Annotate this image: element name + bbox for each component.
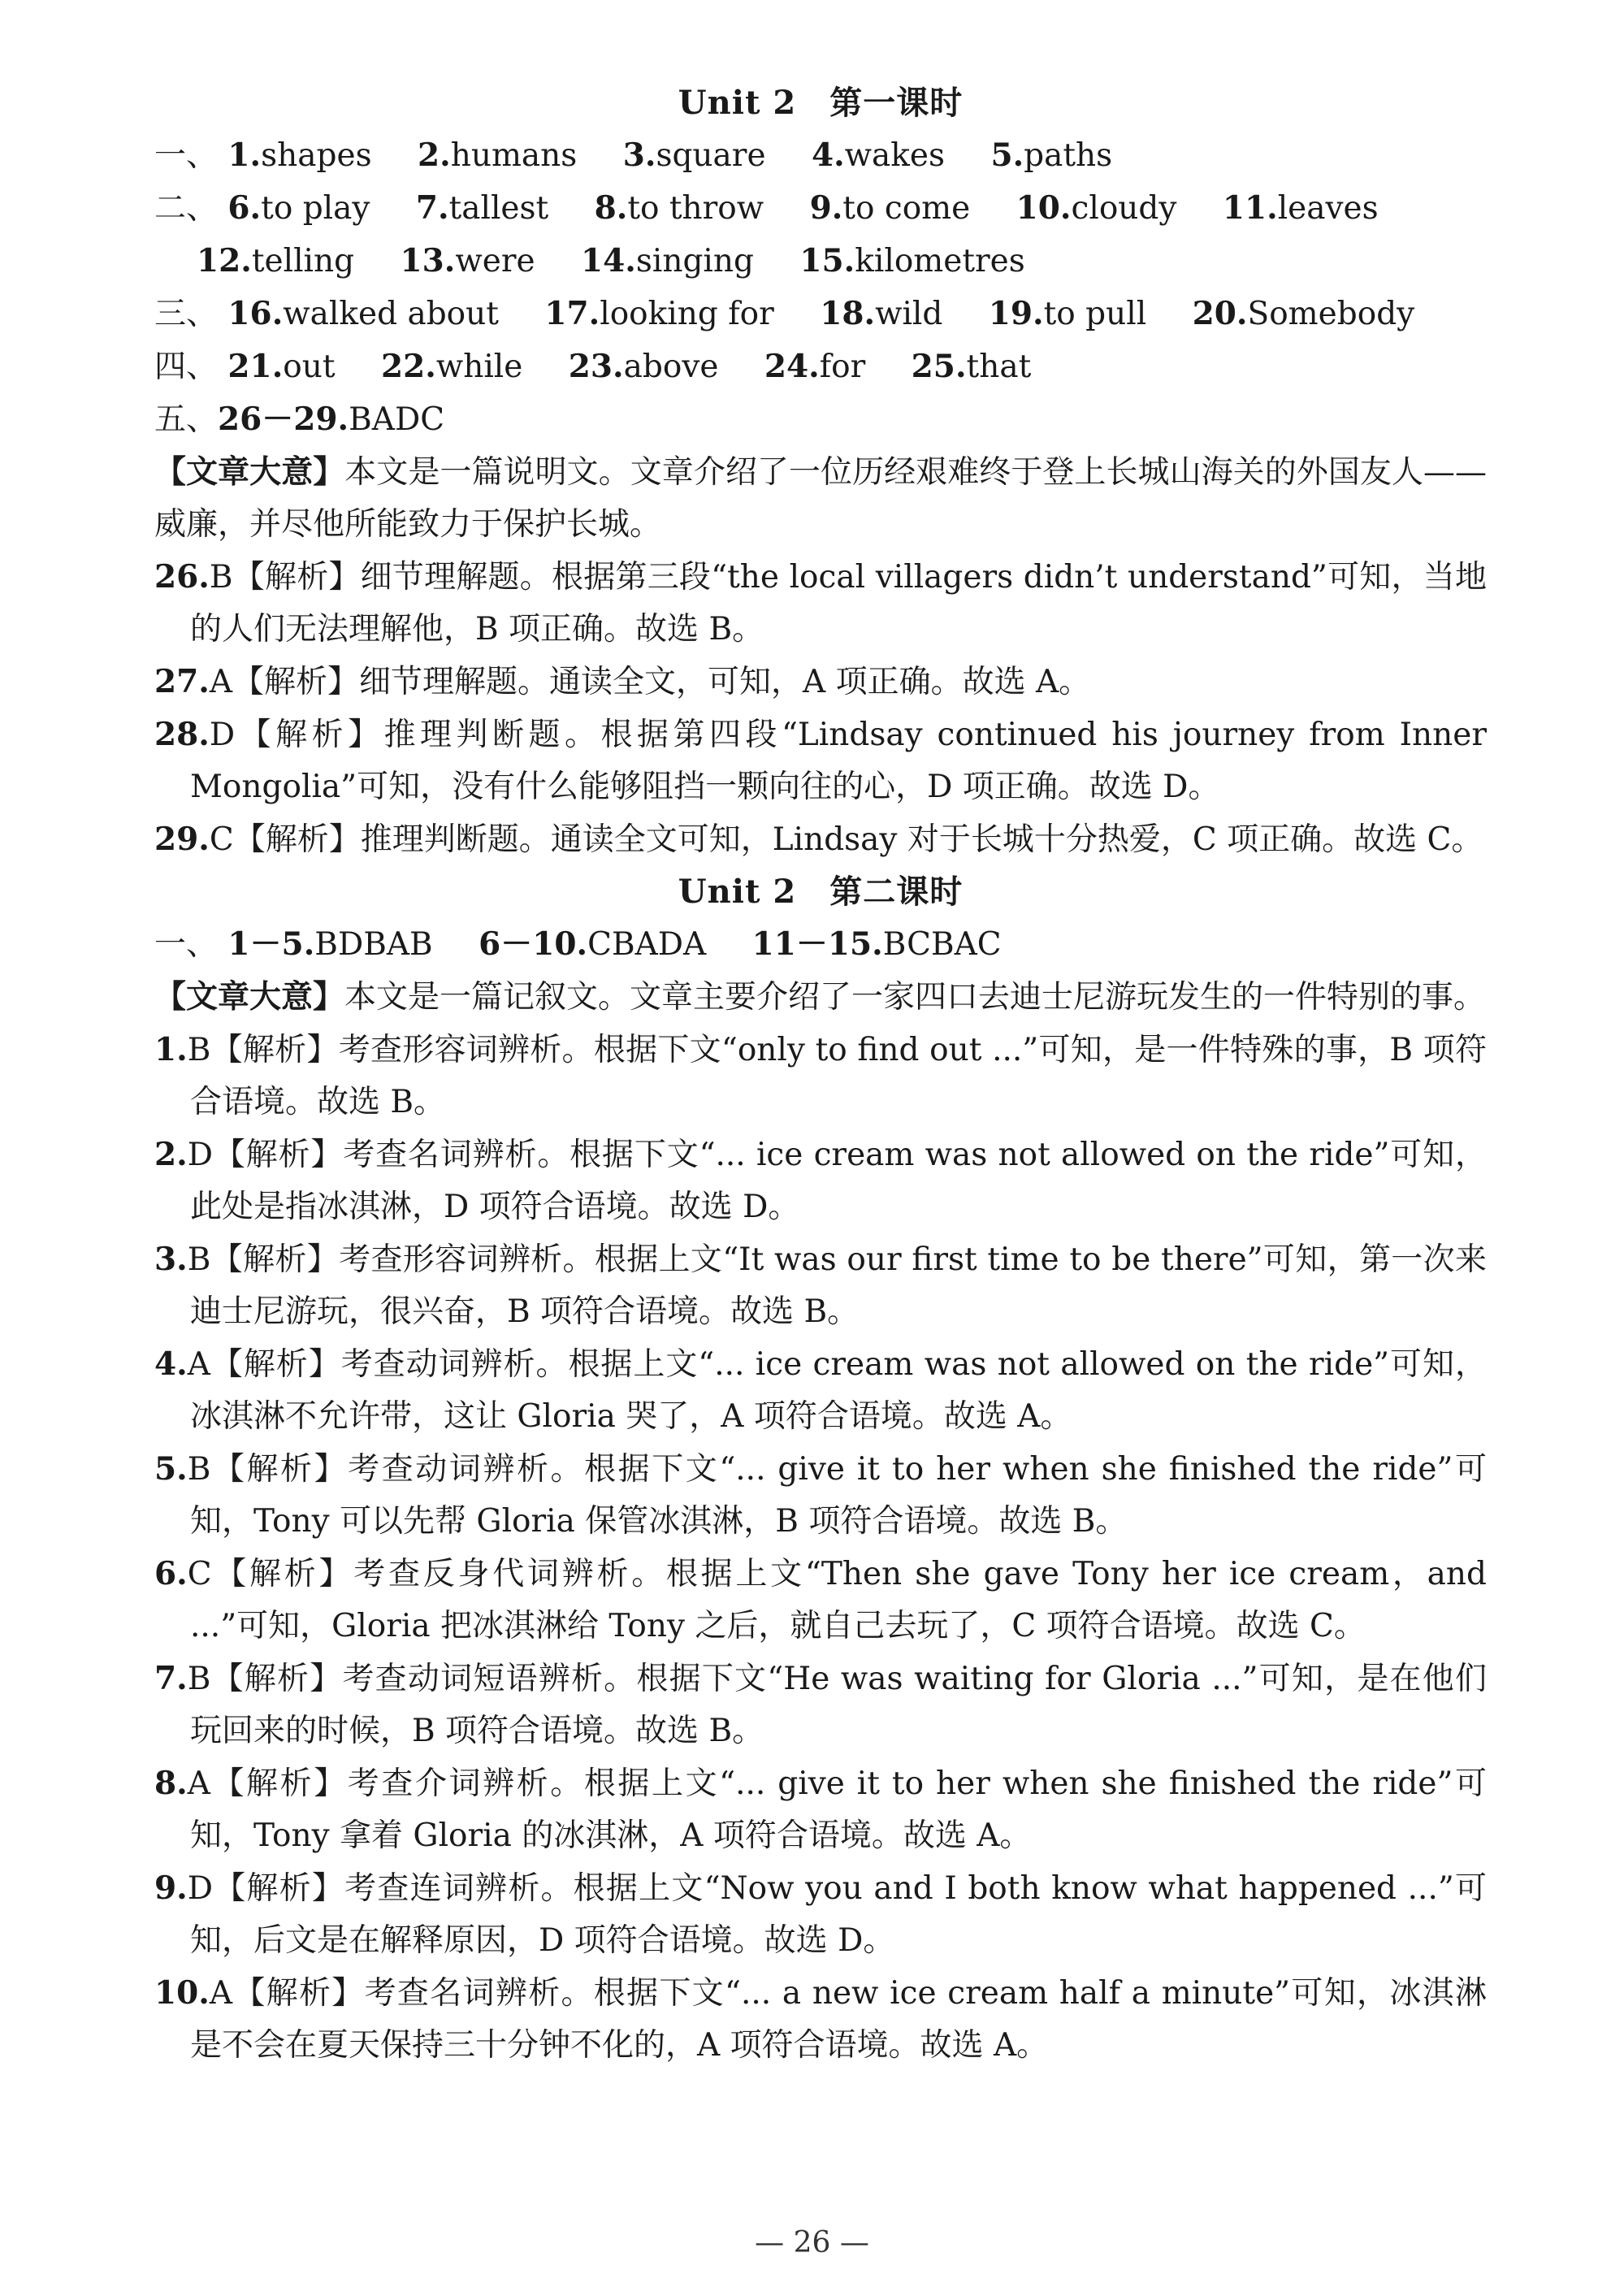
explanation-item bbox=[154, 1862, 1487, 1967]
item-answer: to play bbox=[261, 190, 370, 227]
item-answer: cloudy bbox=[1071, 190, 1177, 227]
item-answer: BDBAB bbox=[314, 926, 433, 963]
article-summary bbox=[154, 971, 1487, 1024]
explanation-text: B【解析】考查形容词辨析。根据下文“only to find out ...”可知，是一件特殊的事，B 项符合语境。故选 B。 bbox=[187, 1032, 1487, 1120]
item-answer: for bbox=[819, 349, 866, 385]
explanation-text: B【解析】考查形容词辨析。根据上文“It was our first time to be there”可知，第一次来迪士尼游玩，很兴奋，B 项符合语境。故选 B。 bbox=[187, 1241, 1487, 1330]
item-number: 1－5. bbox=[227, 925, 315, 963]
answer-row-1 bbox=[154, 129, 1487, 182]
item-number: 11－15. bbox=[751, 925, 883, 963]
item-answer: paths bbox=[1024, 137, 1113, 174]
summary-text: 本文是一篇记叙文。文章主要介绍了一家四口去迪士尼游玩发生的一件特别的事。 bbox=[344, 979, 1486, 1016]
summary-tag: 【文章大意】 bbox=[154, 453, 345, 491]
explanation-text: C【解析】推理判断题。通读全文可知，Lindsay 对于长城十分热爱，C 项正确。故选 C。 bbox=[209, 821, 1483, 858]
item-number: 17. bbox=[544, 295, 600, 332]
item-number: 13. bbox=[400, 242, 456, 279]
item-number: 15. bbox=[799, 242, 855, 279]
item-number: 6－10. bbox=[479, 925, 588, 963]
question-number: 9. bbox=[154, 1869, 188, 1907]
item-answer: above bbox=[623, 349, 719, 385]
summary-tag: 【文章大意】 bbox=[154, 978, 345, 1016]
item-number: 22. bbox=[380, 348, 436, 385]
explanation-item bbox=[154, 1967, 1487, 2072]
item-answer: that bbox=[966, 349, 1032, 385]
item-answer: walked about bbox=[283, 296, 499, 332]
explanation-text: A【解析】细节理解题。通读全文，可知，A 项正确。故选 A。 bbox=[209, 664, 1091, 700]
answer-row-4 bbox=[154, 340, 1487, 393]
row-prefix: 一、 bbox=[154, 926, 219, 963]
item-answer: CBADA bbox=[587, 926, 707, 963]
item-answer: to throw bbox=[627, 190, 764, 227]
section-title-lesson-2: Unit 2 第二课时 bbox=[678, 873, 964, 911]
item-number: 1. bbox=[227, 136, 262, 174]
item-number: 20. bbox=[1192, 295, 1248, 332]
question-number: 28. bbox=[154, 716, 210, 753]
item-answer: out bbox=[283, 349, 336, 385]
item-number: 16. bbox=[227, 295, 284, 332]
explanation-text: D【解析】考查名词辨析。根据下文“... ice cream was not allowed on the ride”可知，此处是指冰淇淋，D 项符合语境。故选 D。 bbox=[187, 1137, 1487, 1225]
explanation-item bbox=[154, 656, 1487, 708]
row-prefix: 五、 bbox=[154, 401, 219, 438]
item-number: 12. bbox=[197, 242, 252, 279]
question-number: 3. bbox=[154, 1241, 188, 1278]
item-answer: shapes bbox=[261, 137, 372, 174]
explanation-text: A【解析】考查名词辨析。根据下文“... a new ice cream half a minute”可知，冰淇淋是不会在夏天保持三十分钟不化的，A 项符合语境。故选 A。 bbox=[190, 1975, 1487, 2064]
item-answer: to come bbox=[842, 190, 971, 227]
question-number: 7. bbox=[154, 1660, 188, 1697]
item-number: 18. bbox=[820, 295, 876, 332]
answer-page bbox=[154, 77, 1487, 2072]
explanation-item bbox=[154, 1129, 1487, 1233]
item-answer: BCBAC bbox=[882, 926, 1002, 963]
item-number: 5. bbox=[990, 136, 1024, 174]
item-number: 14. bbox=[580, 242, 636, 279]
explanation-text: B【解析】考查动词辨析。根据下文“... give it to her when she finished the ride”可知，Tony 可以先帮 Gloria 保管冰淇淋，B 项符合语境。故选 B。 bbox=[187, 1451, 1487, 1540]
row-prefix: 三、 bbox=[154, 296, 219, 332]
item-answer: were bbox=[455, 243, 535, 279]
summary-text: 本文是一篇说明文。文章介绍了一位历经艰难终于登上长城山海关的外国友人——威廉，并尽他所能致力于保护长城。 bbox=[154, 454, 1487, 543]
explanation-text: A【解析】考查动词辨析。根据上文“... ice cream was not allowed on the ride”可知，冰淇淋不允许带，这让 Gloria 哭了，A 项符合语境。故选 A。 bbox=[187, 1346, 1487, 1435]
item-number: 11. bbox=[1222, 189, 1278, 227]
explanation-text: C【解析】考查反身代词辨析。根据上文“Then she gave Tony her ice cream，and ...”可知，Gloria 把冰淇淋给 Tony 之后，就自己去玩了，C 项符合语境。故选 C。 bbox=[187, 1556, 1487, 1644]
row-prefix: 四、 bbox=[154, 349, 219, 385]
item-answer: telling bbox=[251, 243, 355, 279]
item-answer: looking for bbox=[600, 296, 774, 332]
explanation-item bbox=[154, 813, 1487, 866]
explanation-item bbox=[154, 1338, 1487, 1443]
answer-row-choice bbox=[154, 918, 1487, 971]
item-number: 25. bbox=[911, 348, 967, 385]
row-prefix: 一、 bbox=[154, 137, 219, 174]
explanation-item bbox=[154, 551, 1487, 656]
item-number: 21. bbox=[227, 348, 284, 385]
item-answer: humans bbox=[450, 137, 578, 174]
item-answer: Somebody bbox=[1247, 296, 1415, 332]
item-answer: tallest bbox=[448, 190, 549, 227]
explanation-text: B【解析】细节理解题。根据第三段“the local villagers didn’t understand”可知，当地的人们无法理解他，B 项正确。故选 B。 bbox=[190, 559, 1487, 648]
article-summary bbox=[154, 446, 1487, 551]
item-number: 3. bbox=[622, 136, 656, 174]
item-number: 26－29. bbox=[218, 401, 349, 438]
item-number: 6. bbox=[227, 189, 262, 227]
question-number: 4. bbox=[154, 1345, 188, 1383]
explanation-text: B【解析】考查动词短语辨析。根据下文“He was waiting for Gloria ...”可知，是在他们玩回来的时候，B 项符合语境。故选 B。 bbox=[187, 1661, 1487, 1749]
item-answer: BADC bbox=[349, 401, 445, 438]
explanation-item bbox=[154, 1653, 1487, 1757]
item-number: 24. bbox=[764, 348, 820, 385]
explanation-item bbox=[154, 1443, 1487, 1548]
question-number: 29. bbox=[154, 821, 210, 858]
explanation-item bbox=[154, 1757, 1487, 1862]
explanation-text: D【解析】推理判断题。根据第四段“Lindsay continued his journey from Inner Mongolia”可知，没有什么能够阻挡一颗向往的心，D 项正确。故选 D。 bbox=[190, 717, 1487, 805]
explanation-text: A【解析】考查介词辨析。根据上文“... give it to her when she finished the ride”可知，Tony 拿着 Gloria 的冰淇淋，A 项符合语境。故选 A。 bbox=[187, 1765, 1487, 1854]
item-answer: kilometres bbox=[855, 243, 1025, 279]
item-number: 9. bbox=[809, 189, 843, 227]
item-answer: leaves bbox=[1277, 190, 1379, 227]
section-title-lesson-1: Unit 2 第一课时 bbox=[678, 84, 964, 122]
answer-row-2b bbox=[154, 235, 1487, 288]
explanation-item bbox=[154, 708, 1487, 813]
page-number: — 26 — bbox=[755, 2226, 869, 2259]
question-number: 5. bbox=[154, 1450, 188, 1488]
explanation-text: D【解析】考查连词辨析。根据上文“Now you and I both know what happened ...”可知，后文是在解释原因，D 项符合语境。故选 D。 bbox=[187, 1870, 1487, 1959]
explanation-item bbox=[154, 1548, 1487, 1653]
question-number: 8. bbox=[154, 1765, 188, 1802]
item-number: 23. bbox=[568, 348, 624, 385]
answer-row-5 bbox=[154, 393, 1487, 446]
answer-row-2 bbox=[154, 182, 1487, 235]
item-answer: square bbox=[656, 137, 766, 174]
question-number: 6. bbox=[154, 1555, 188, 1592]
item-number: 2. bbox=[418, 136, 451, 174]
explanation-item bbox=[154, 1233, 1487, 1338]
item-number: 8. bbox=[594, 189, 628, 227]
item-answer: singing bbox=[635, 243, 754, 279]
item-number: 19. bbox=[988, 295, 1044, 332]
item-number: 10. bbox=[1016, 189, 1072, 227]
item-answer: wakes bbox=[844, 137, 946, 174]
question-number: 1. bbox=[154, 1031, 188, 1068]
explanation-item bbox=[154, 1024, 1487, 1129]
answer-row-3 bbox=[154, 288, 1487, 340]
question-number: 26. bbox=[154, 558, 210, 596]
row-prefix: 二、 bbox=[154, 190, 219, 227]
item-answer: wild bbox=[875, 296, 943, 332]
item-answer: while bbox=[435, 349, 523, 385]
question-number: 2. bbox=[154, 1136, 188, 1173]
item-number: 7. bbox=[415, 189, 449, 227]
question-number: 10. bbox=[154, 1974, 210, 2012]
item-answer: to pull bbox=[1043, 296, 1147, 332]
question-number: 27. bbox=[154, 663, 210, 700]
item-number: 4. bbox=[811, 136, 845, 174]
